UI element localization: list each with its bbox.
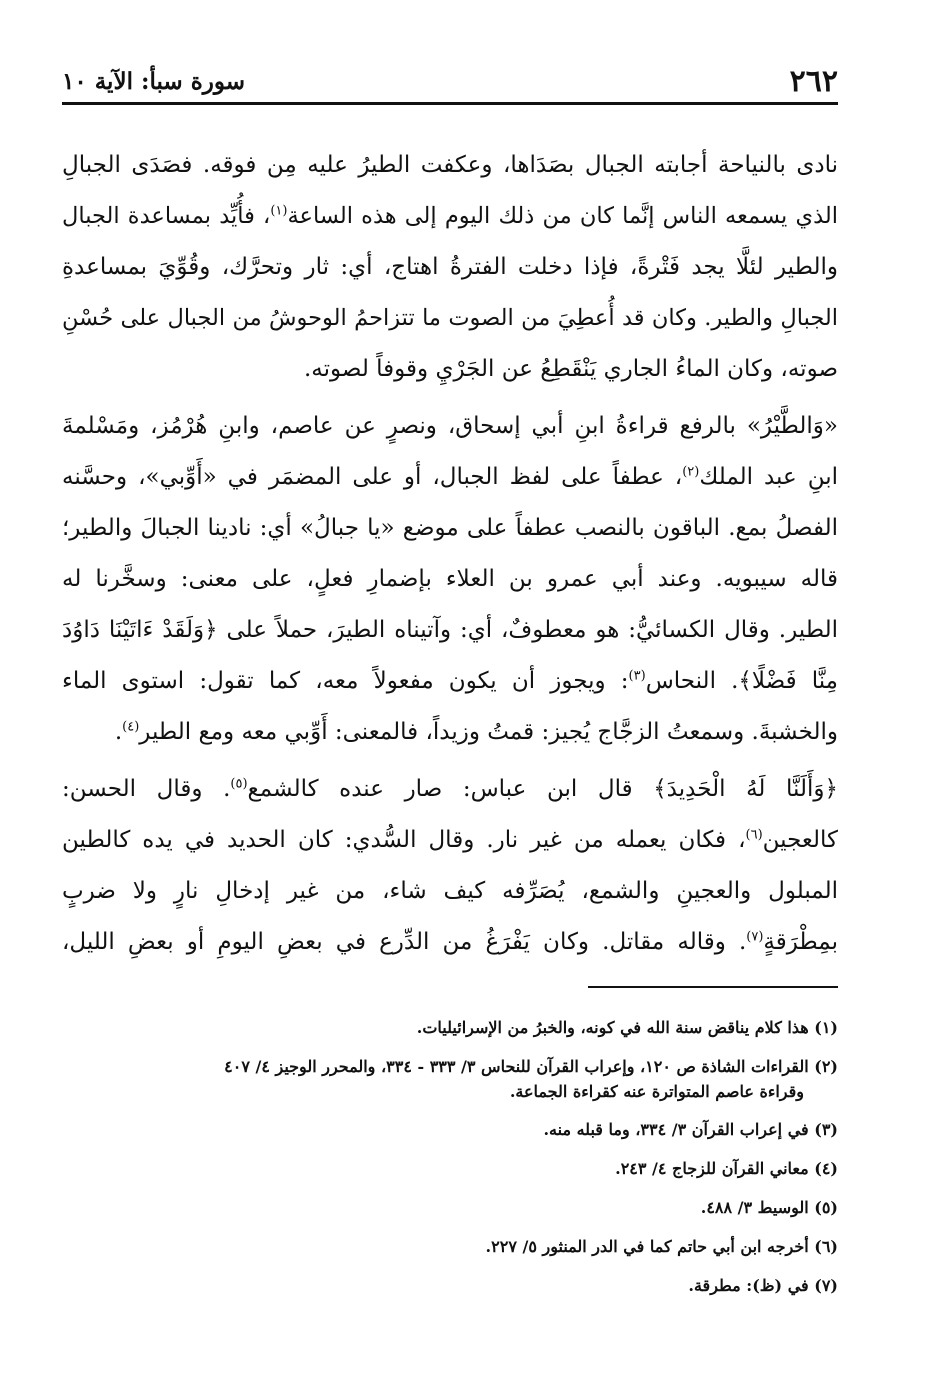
text-line: نادى بالنياحة أجابته الجبال بصَدَاها، وعكفت الطيرُ عليه مِن فوقه. فصَدَى الجبالِ bbox=[62, 152, 838, 178]
text-line: بمِطْرَقةٍ$^{(٧)}$. وقاله مقاتل. وكان يَفْرَغُ من الدِّرع في بعضِ اليومِ أو بعضِ الليل، bbox=[62, 929, 838, 955]
footnote-reference: (٧) bbox=[746, 929, 764, 945]
footnote-2: (٢) القراءات الشاذة ص ١٢٠، وإعراب القرآن للنحاس ٣/ ٣٣٣ - ٣٣٤، والمحرر الوجيز ٤/ ٤٠٧ bbox=[224, 1057, 838, 1076]
footnote-4: (٤) معاني القرآن للزجاج ٤/ ٢٤٣. bbox=[615, 1159, 838, 1178]
paragraph-2 bbox=[62, 401, 838, 758]
text-line: صوته، وكان الماءُ الجاري يَنْقَطِعُ عن الجَرْيِ وقوفاً لصوته. bbox=[303, 356, 838, 382]
text-line: الفصلُ بمع. الباقون بالنصب عطفاً على موضع «يا جبالُ» أي: نادينا الجبالَ والطير؛ bbox=[62, 515, 838, 541]
text-line: المبلول والعجينِ والشمع، يُصَرِّفه كيف شاء، من غير إدخالِ نارٍ ولا ضربٍ bbox=[62, 878, 838, 904]
footnote-7: (٧) في (ظ): مطرقة. bbox=[688, 1276, 838, 1295]
footnote-reference: (٥) bbox=[230, 776, 248, 792]
footnote-separator bbox=[588, 986, 838, 988]
footnote-reference: (٣) bbox=[628, 668, 646, 684]
text-line: والخشبةَ. وسمعتُ الزجَّاج يُجيز: قمتُ وزيداً، فالمعنى: أَوِّبي معه ومع الطير$^{(٤)}$. bbox=[114, 719, 838, 745]
text-line: كالعجين$^{(٦)}$، فكان يعمله من غير نار. وقال السُّدي: كان الحديد في يده كالطين bbox=[62, 827, 838, 853]
footnotes bbox=[62, 1008, 838, 1305]
running-title: سورة سبأ: الآية ١٠ bbox=[62, 68, 246, 95]
running-header bbox=[62, 62, 838, 105]
paragraph-3 bbox=[62, 764, 838, 968]
text-line: والطير لئلَّا يجد فَتْرةً، فإذا دخلت الفترةُ اهتاج، أي: ثار وتحرَّك، وقُوِّيَ بمساعدةِ bbox=[62, 254, 838, 280]
text-line: ابنِ عبد الملك$^{(٢)}$، عطفاً على لفظ الجبال، أو على المضمَر في «أَوِّبي»، وحسَّنه bbox=[62, 464, 838, 490]
text-line: الجبالِ والطير. وكان قد أُعطِيَ من الصوت ما تتزاحمُ الوحوشُ من الجبال على حُسْنِ bbox=[62, 305, 838, 331]
footnote-reference: (٦) bbox=[745, 827, 763, 843]
footnote-reference: (٢) bbox=[682, 464, 700, 480]
text-line: الطير. وقال الكسائيُّ: هو معطوفٌ، أي: وآتيناه الطيرَ، حملاً على ﴿وَلَقَدْ ءَاتَيْنَا دَاوُدَ bbox=[62, 617, 838, 643]
footnote-reference: (٤) bbox=[122, 719, 140, 735]
paragraph-1 bbox=[62, 140, 838, 395]
footnote-reference: (١) bbox=[270, 203, 288, 219]
footnote-2-continuation: وقراءة عاصم المتواترة عنه كقراءة الجماعة. bbox=[509, 1082, 804, 1101]
page-number: ٢٦٢ bbox=[789, 64, 838, 99]
footnote-1: (١) هذا كلام يناقض سنة الله في كونه، والخبرُ من الإسرائيليات. bbox=[416, 1018, 838, 1037]
text-line: الذي يسمعه الناس إنَّما كان من ذلك اليوم إلى هذه الساعة$^{(١)}$، فأُيِّد بمساعدة الجبال bbox=[62, 203, 839, 229]
text-line: «وَالطَّيْرُ» بالرفع قراءةُ ابنِ أبي إسحاق، ونصرٍ عن عاصم، وابنِ هُرْمُز، ومَسْلمةَ bbox=[62, 413, 838, 439]
main-text bbox=[62, 140, 838, 968]
footnote-3: (٣) في إعراب القرآن ٣/ ٣٣٤، وما قبله منه. bbox=[543, 1120, 838, 1139]
text-line: ﴿وَأَلَنَّا لَهُ الْحَدِيدَ﴾ قال ابن عباس: صار عنده كالشمع$^{(٥)}$. وقال الحسن: bbox=[62, 776, 838, 802]
footnote-6: (٦) أخرجه ابن أبي حاتم كما في الدر المنثور ٥/ ٢٢٧. bbox=[485, 1237, 838, 1256]
text-line: مِنَّا فَضْلًا﴾. النحاس$^{(٣)}$: ويجوز أن يكون مفعولاً معه، كما تقول: استوى الماء bbox=[62, 668, 838, 694]
footnote-5: (٥) الوسيط ٣/ ٤٨٨. bbox=[700, 1198, 838, 1217]
text-line: قاله سيبويه. وعند أبي عمرو بن العلاء بإضمارِ فعلٍ، على معنى: وسخَّرنا له bbox=[62, 566, 838, 592]
